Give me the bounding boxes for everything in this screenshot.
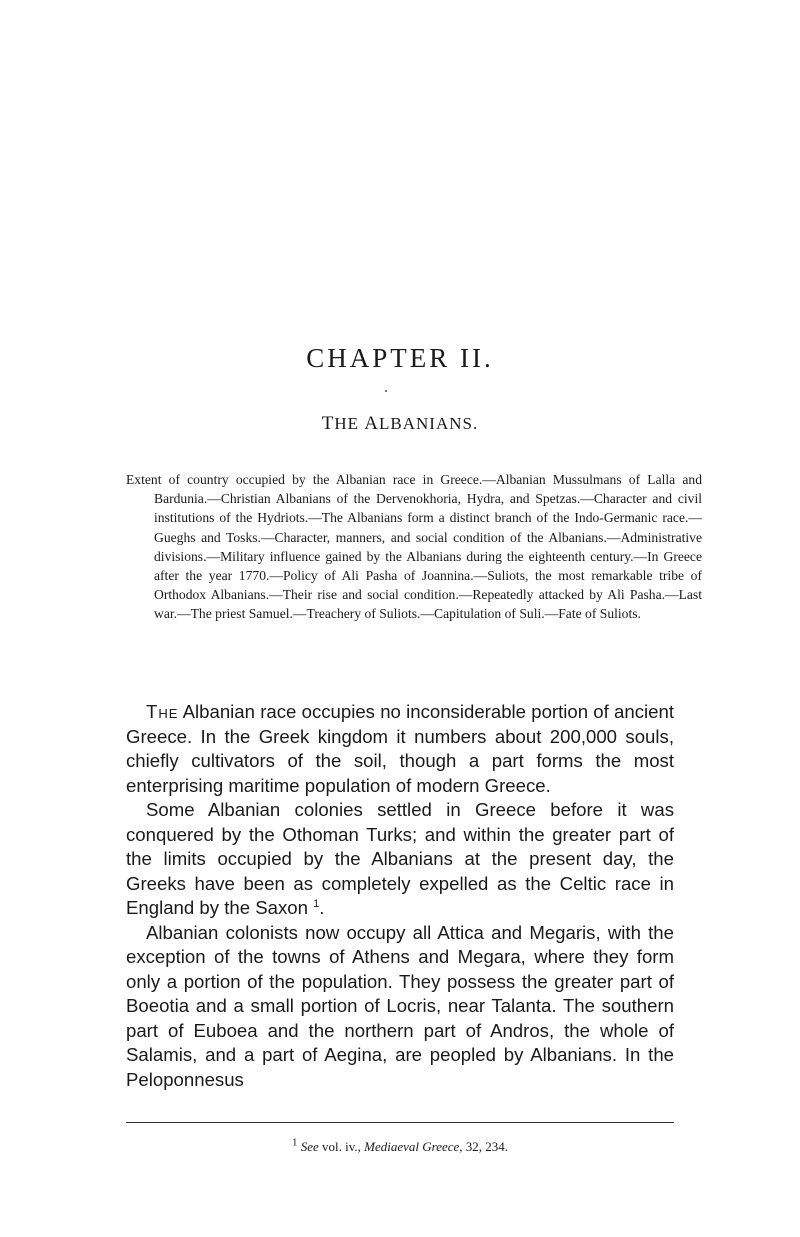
chapter-heading: CHAPTER II. [306,343,494,373]
paragraph-3: Albanian colonists now occupy all Attica and Megaris, with the exception of the towns of Athens and Megara, where they form only a portion of the population. They possess the greater part of Boeotia and a small portion of Locris, near Talanta. The southern part of Euboea and the northern part of Andros, the whole of Salamis, and a part of Aegina, are peopled by Albanians. In the Peloponnesus [126,921,674,1090]
footnote-work: Mediaeval Greece [364,1139,460,1154]
title-rest-2: LBANIANS. [379,414,479,433]
chapter-title [0,412,800,436]
paragraph-1-lead: The [146,701,179,722]
title-rest-1: HE [334,414,360,433]
footnote-see: See [300,1139,319,1154]
paragraph-2 [126,798,674,921]
title-cap-1: T [321,413,335,434]
chapter-summary: Extent of country occupied by the Albanian race in Greece.—Albanian Mussulmans of Lalla and Bardunia.—Christian Albanians of the Dervenokhoria, Hydra, and Spetzas.—Character and civil institutions of the Hydriots.—The Albanians form a distinct branch of the Indo-Germanic race.—Gueghs and Tosks.—Character, manners, and social condition of the Albanians.—Administrative divisions.—Military influence gained by the Albanians during the eighteenth century.—In Greece after the year 1770.—Policy of Ali Pasha of Joannina.—Suliots, the most remarkable tribe of Orthodox Albanians.—Their rise and social condition.—Repeatedly attacked by Ali Pasha.—Last war.—The priest Samuel.—Treachery of Suliots.—Capitulation of Suli.—Fate of Suliots. [126,472,702,622]
footnote-mark: 1 [291,1136,298,1149]
footnote [0,1138,800,1156]
footnote-divider [126,1122,674,1123]
ink-dot [385,390,387,392]
body-text [126,700,674,1092]
footnote-vol: vol. iv., [318,1139,365,1154]
paragraph-1 [126,700,674,798]
paragraph-2-text: Some Albanian colonies settled in Greece before it was conquered by the Othoman Turks; and within the greater part of the limits occupied by the Albanians at the present day, the Greeks have been as completely expelled as the Celtic race in England by the Saxon [126,799,674,918]
paragraph-2-end: . [319,897,325,918]
footnote-pages: , 32, 234. [459,1139,509,1154]
title-cap-2: A [364,413,380,434]
paragraph-1-text: Albanian race occupies no inconsiderable portion of ancient Greece. In the Greek kingdom it numbers about 200,000 souls, chiefly cultivators of the soil, though a part forms the most enterprising maritime population of modern Greece. [126,701,674,796]
footnote-reference[interactable]: 1 [313,897,320,910]
